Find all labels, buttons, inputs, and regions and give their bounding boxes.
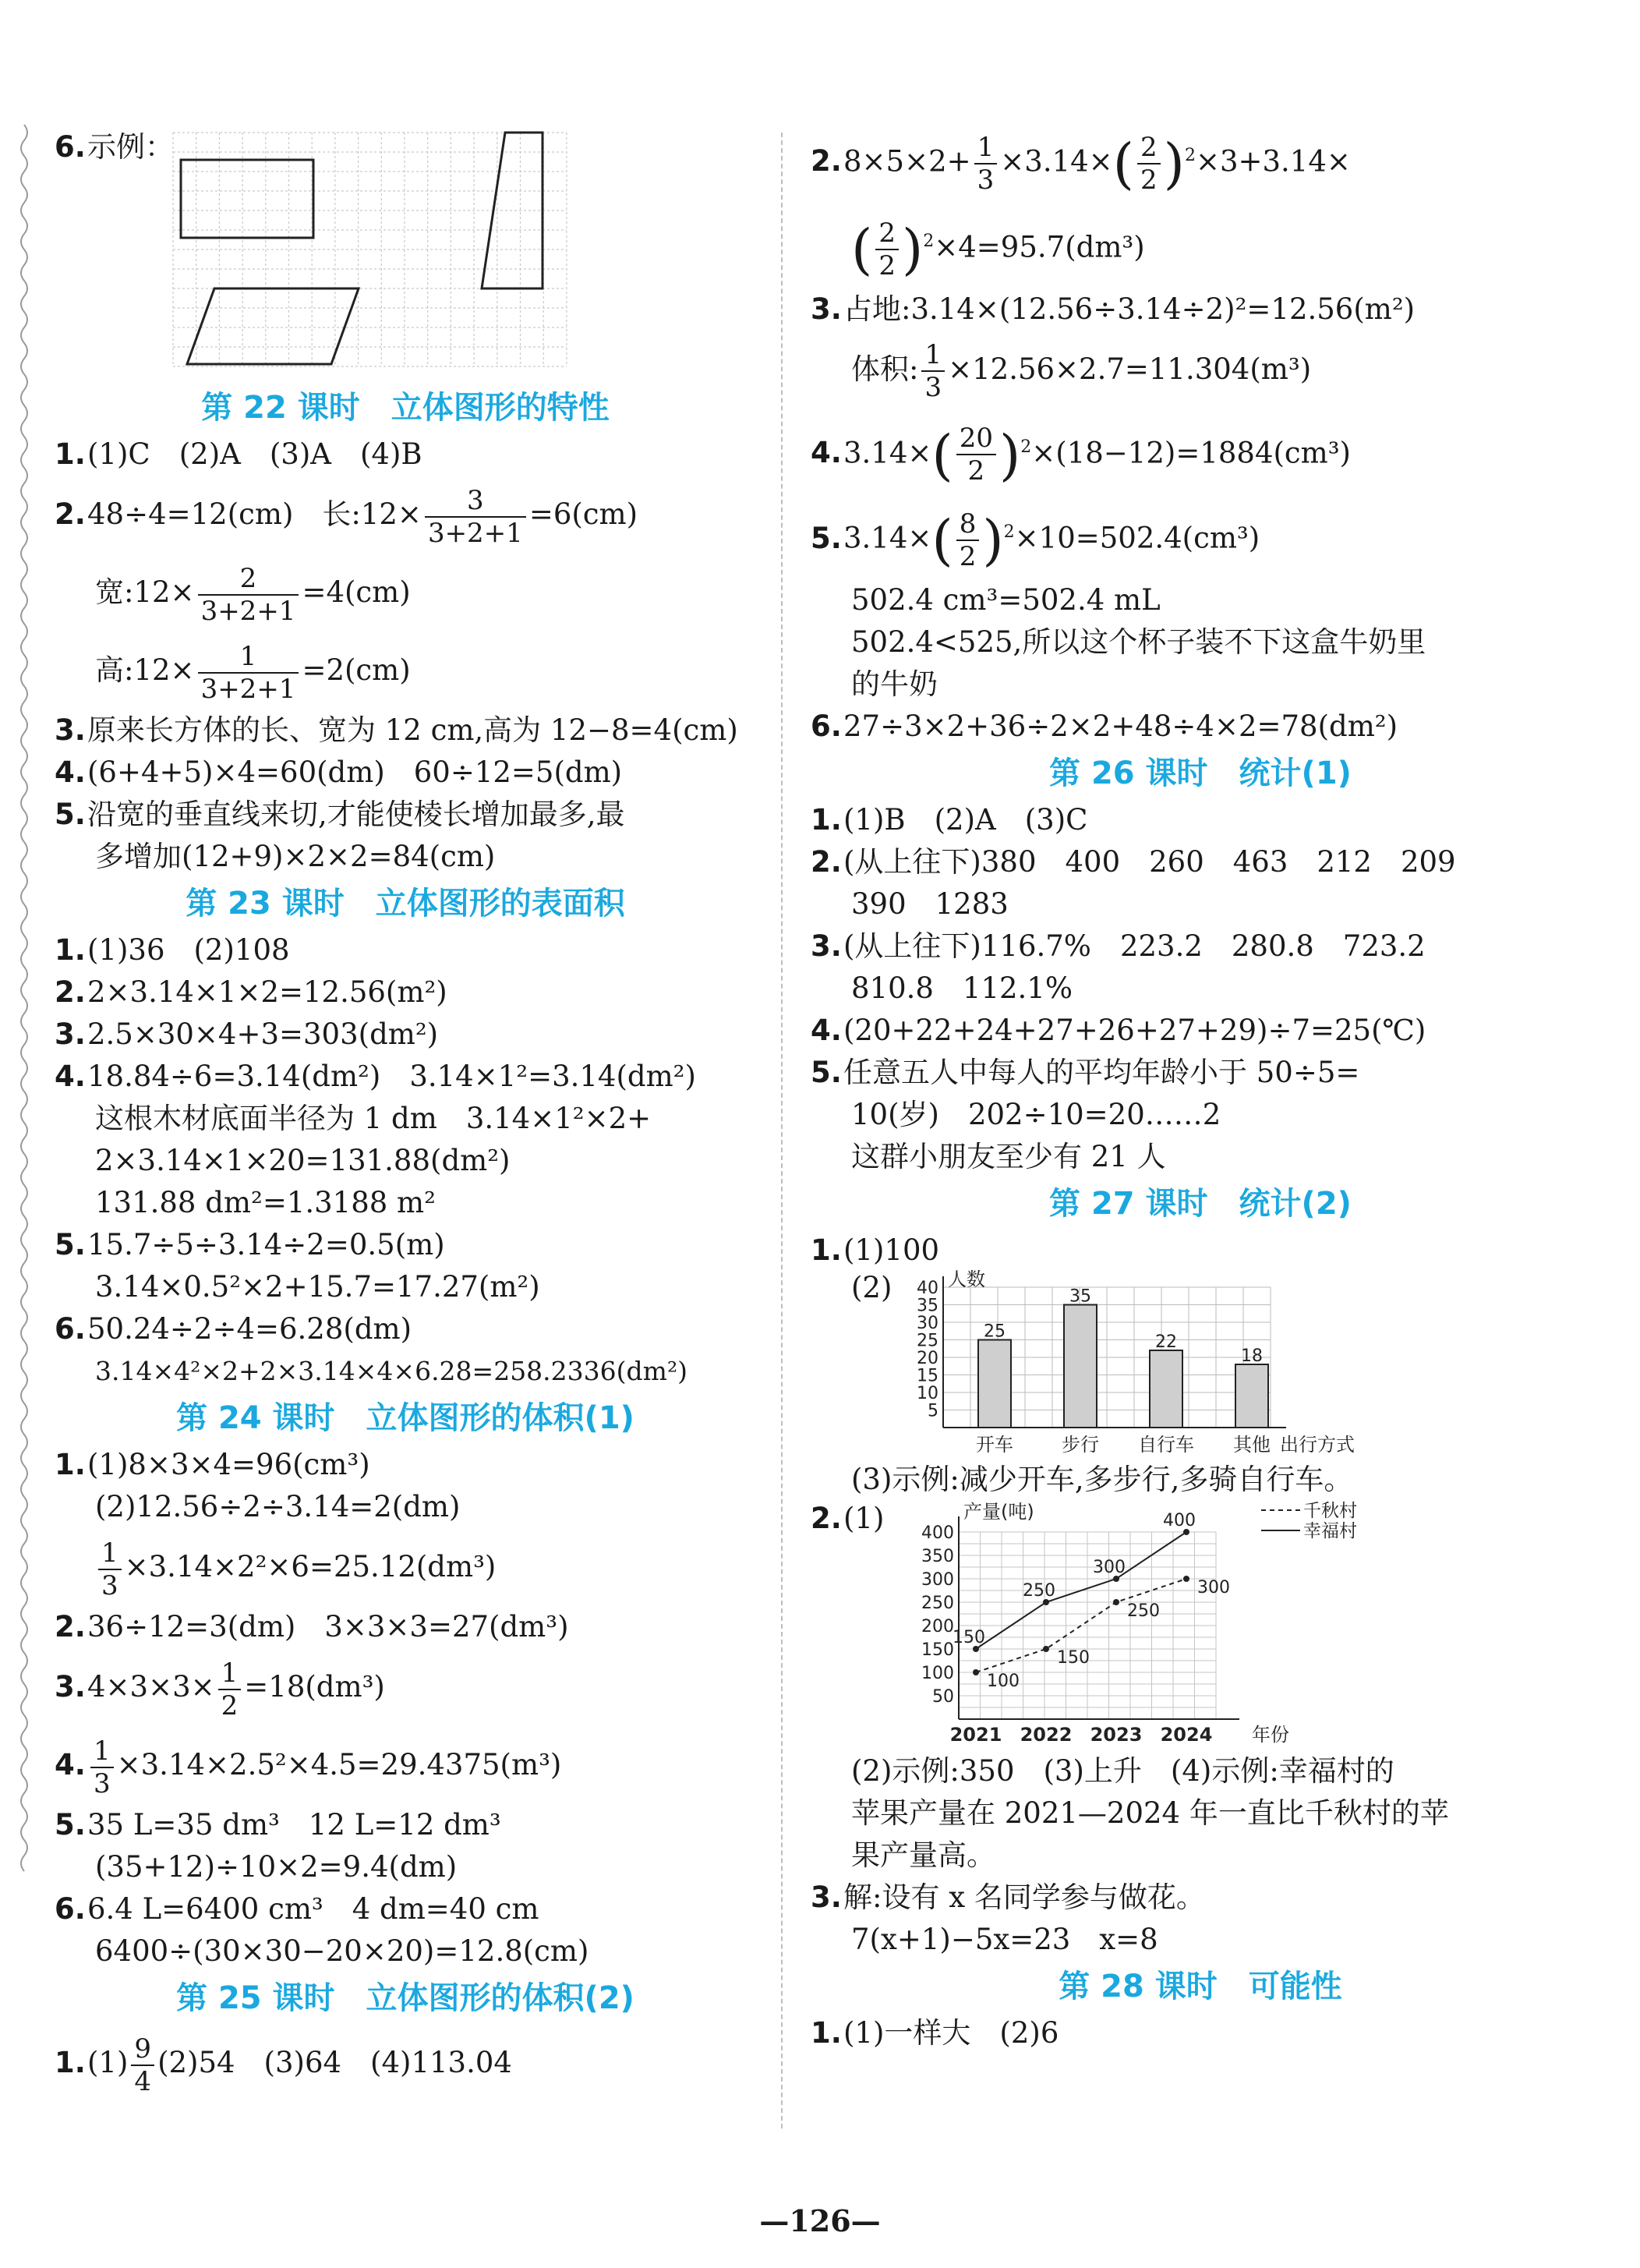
fraction-num: 1 [924,339,942,371]
answer-25-5a: 3.14× [843,521,932,555]
fraction [875,218,899,281]
answer-23-4b: 这根木材底面半径为 1 dm 3.14×1²×2+ [95,1102,652,1135]
fraction-num: 20 [959,423,993,455]
left-paren: ( [931,508,953,573]
answer-27-2b: (2)示例:350 (3)上升 (4)示例:幸福村的 [851,1754,1394,1789]
page-number: —126— [759,2203,881,2238]
x-tick-label: 2021 [949,1724,1002,1746]
question-number: 1. [811,1233,842,1268]
y-tick-label: 300 [921,1570,954,1590]
fraction-num: 1 [101,1537,118,1569]
section-heading-28: 第 28 课时 可能性 [1059,1969,1342,2005]
data-label: 300 [1197,1578,1230,1598]
answer-24-6a: 6.4 L=6400 cm³ 4 dm=40 cm [87,1892,539,1926]
question-number: 6. [811,709,842,744]
answer-25-2c: ×3+3.14× [1195,144,1351,179]
data-label: 250 [1127,1601,1160,1622]
data-point [973,1669,979,1675]
fraction [98,1537,122,1601]
bar-data-label: 35 [1069,1286,1091,1307]
fraction-num: 1 [221,1657,239,1689]
answer-24-5a: 35 L=35 dm³ 12 L=12 dm³ [87,1808,501,1842]
fraction-num: 2 [878,217,896,249]
answer-22-3: 原来长方体的长、宽为 12 cm,高为 12−8=4(cm) [87,713,738,747]
answer-27-2c: 苹果产量在 2021—2024 年一直比千秋村的苹 [851,1796,1449,1831]
q6-text: 示例： [87,130,174,164]
parallelogram-shape [187,288,359,364]
question-number: 3. [811,929,842,964]
y-tick-label: 150 [921,1640,954,1661]
answer-22-5b: 多增加(12+9)×2×2=84(cm) [95,840,496,873]
y-tick-label: 50 [932,1687,954,1707]
y-tick-label: 250 [921,1594,954,1614]
fraction [956,508,980,572]
left-paren: ( [851,217,873,281]
answer-25-5d: 502.4<525,所以这个杯子装不下这盒牛奶里 [851,625,1426,660]
question-number: 2. [811,1502,842,1536]
right-paren: ) [901,217,924,281]
section-heading-23: 第 23 课时 立体图形的表面积 [186,886,625,922]
answer-22-1: (1)C (2)A (3)A (4)B [87,437,422,471]
x-tick-label: 自行车 [1138,1434,1194,1456]
section-heading-24: 第 24 课时 立体图形的体积(1) [176,1400,634,1436]
question-number: 1. [55,1448,86,1481]
answer-27-1a: (1)100 [843,1233,940,1268]
data-point [1183,1576,1189,1582]
y-tick-label: 25 [917,1331,938,1351]
answer-24-1c: ×3.14×2²×6=25.12(dm³) [124,1550,497,1583]
left-paren: ( [931,423,953,487]
right-paren: ) [1163,131,1185,196]
answer-23-1: (1)36 (2)108 [87,933,290,967]
legend-label: 千秋村 [1303,1501,1357,1522]
answer-27-2a: (1) [843,1502,885,1536]
exponent: 2 [923,231,935,251]
fraction [218,1658,242,1721]
x-axis-label: 年份 [1252,1724,1289,1746]
y-tick-label: 400 [921,1523,954,1544]
answer-23-4c: 2×3.14×1×20=131.88(dm²) [95,1144,511,1177]
answer-24-5b: (35+12)÷10×2=9.4(dm) [95,1850,458,1884]
section-heading-26: 第 26 课时 统计(1) [1049,755,1352,792]
question-number: 1. [55,933,86,967]
answer-22-2a: 48÷4=12(cm) 长:12× [87,497,422,531]
fraction-den: 2 [1137,163,1161,196]
right-paren: ) [998,423,1021,487]
data-point [1043,1646,1049,1652]
fraction-num: 9 [134,2033,152,2065]
bar [1235,1364,1268,1428]
fraction [974,132,998,196]
fraction-num: 8 [959,508,977,540]
answer-22-5a: 沿宽的垂直线来切,才能使棱长增加最多,最 [87,798,625,831]
answer-26-1: (1)B (2)A (3)C [843,803,1088,837]
answer-25-2d: ×4=95.7(dm³) [934,230,1145,264]
answer-22-2b: =6(cm) [528,497,638,531]
question-number: 2. [55,1610,86,1644]
question-number: 1. [811,2016,842,2050]
answer-26-5b: 10(岁) 202÷10=20……2 [851,1098,1221,1132]
x-tick-label: 2022 [1020,1724,1073,1746]
answer-23-5a: 15.7÷5÷3.14÷2=0.5(m) [87,1228,445,1261]
answer-24-4: ×3.14×2.5²×4.5=29.4375(m³) [116,1748,562,1781]
answer-25-2b: ×3.14× [1000,144,1113,179]
section-heading-27: 第 27 课时 统计(2) [1049,1186,1352,1222]
answer-26-2a: (从上往下)380 400 260 463 212 209 [843,845,1456,879]
question-number: 4. [55,755,86,789]
answer-23-3: 2.5×30×4+3=303(dm²) [87,1017,439,1051]
x-tick-label: 2023 [1090,1724,1143,1746]
answer-25-3a: 占地:3.14×(12.56÷3.14÷2)²=12.56(m²) [843,292,1416,326]
question-number: 2. [811,144,842,179]
answer-24-2: 36÷12=3(dm) 3×3×3=27(dm³) [87,1610,569,1644]
y-tick-label: 10 [917,1384,938,1404]
y-axis-label: 人数 [948,1268,985,1291]
question-number: 3. [55,713,86,747]
bar-chart [896,1268,1355,1459]
x-tick-label: 其他 [1233,1434,1271,1456]
wavy-margin-line [17,125,31,2152]
fraction-den: 3 [974,163,998,196]
fraction-num: 3 [467,484,484,516]
line-chart [889,1501,1387,1750]
answer-25-6: 27÷3×2+36÷2×2+48÷4×2=78(dm²) [843,709,1398,744]
question-number: 2. [811,845,842,879]
fraction-den: 4 [131,2065,154,2097]
question-number: 1. [55,437,86,471]
line-chart-block [811,1501,1590,1750]
exponent: 2 [1184,146,1196,165]
fraction [921,339,945,403]
fraction [1137,132,1161,196]
question-number: 4. [811,435,842,469]
answer-24-3b: =18(dm³) [244,1670,385,1704]
question-number: 3. [811,1881,842,1915]
question-number: 3. [811,292,842,326]
answer-25-3c: ×12.56×2.7=11.304(m³) [948,352,1312,386]
fraction-den: 2 [875,249,899,281]
section-heading-22: 第 22 课时 立体图形的特性 [201,390,610,426]
answer-27-3a: 解:设有 x 名同学参与做花。 [843,1881,1205,1915]
y-tick-label: 5 [928,1401,938,1421]
answer-23-6b: 3.14×4²×2+2×3.14×4×6.28=258.2336(dm²) [95,1356,688,1386]
bar [1064,1305,1097,1428]
question-number: 1. [811,803,842,837]
question-number: 5. [811,1056,842,1090]
fraction [198,563,299,627]
answer-25-5b: ×10=502.4(cm³) [1014,521,1260,555]
fraction-den: 3+2+1 [425,516,526,549]
answer-26-4: (20+22+24+27+26+27+29)÷7=25(℃) [843,1014,1426,1048]
y-tick-label: 20 [917,1349,938,1369]
fraction-num: 2 [1140,131,1158,163]
answer-26-5c: 这群小朋友至少有 21 人 [851,1140,1166,1174]
q6-drawing-block [55,117,756,382]
rectangle-shape [181,160,313,238]
y-tick-label: 40 [917,1279,938,1299]
y-tick-label: 15 [917,1366,938,1386]
answer-26-5a: 任意五人中每人的平均年龄小于 50÷5= [843,1056,1360,1090]
section-heading-25: 第 25 课时 立体图形的体积(2) [176,1980,634,2016]
data-point [1113,1599,1119,1605]
fraction-num: 1 [94,1735,111,1767]
answer-25-1a: (1) [87,2046,129,2079]
question-number: 4. [811,1014,842,1048]
answer-22-4: (6+4+5)×4=60(dm) 60÷12=5(dm) [87,755,623,789]
question-number: 3. [55,1670,86,1704]
exponent: 2 [1003,522,1015,543]
x-tick-label: 2024 [1160,1724,1213,1746]
answer-27-1c: (3)示例:减少开车,多步行,多骑自行车。 [851,1463,1353,1497]
exponent: 2 [1020,437,1032,457]
x-axis-label: 出行方式 [1280,1434,1355,1456]
question-number: 5. [55,1228,86,1261]
answer-22-2f: =2(cm) [302,653,411,687]
bar-data-label: 18 [1241,1346,1263,1367]
y-tick-label: 30 [917,1314,938,1334]
y-tick-label: 200 [921,1617,954,1637]
question-number: 1. [55,2046,86,2079]
answer-22-2d: =4(cm) [302,575,411,609]
fraction-den: 3 [90,1767,114,1799]
question-number: 6. [55,130,86,164]
answer-25-4a: 3.14× [843,435,932,469]
answer-23-2: 2×3.14×1×2=12.56(m²) [87,975,447,1009]
answer-27-3b: 7(x+1)−5x=23 x=8 [851,1923,1158,1957]
answer-25-2a: 8×5×2+ [843,144,971,179]
answer-22-2c: 宽:12× [95,575,195,609]
question-number: 4. [55,1060,86,1093]
answer-26-3b: 810.8 112.1% [851,971,1073,1006]
fraction [425,485,526,549]
fraction-den: 3+2+1 [198,594,299,627]
fraction [956,423,996,487]
y-tick-label: 350 [921,1547,954,1567]
answer-26-3a: (从上往下)116.7% 223.2 280.8 723.2 [843,929,1426,964]
x-tick-label: 步行 [1062,1434,1099,1456]
fraction-den: 3 [921,370,945,403]
fraction-den: 3+2+1 [198,672,299,705]
question-number: 5. [55,798,86,831]
question-number: 6. [55,1312,86,1346]
y-axis-label: 产量(吨) [963,1501,1034,1523]
fraction-num: 2 [239,562,257,594]
answer-24-1b: (2)12.56÷2÷3.14=2(dm) [95,1490,461,1523]
grid-drawing [171,133,569,382]
x-tick-label: 开车 [976,1434,1013,1456]
bar-data-label: 22 [1155,1332,1177,1353]
question-number: 2. [55,975,86,1009]
bar [1150,1350,1182,1428]
answer-24-6b: 6400÷(30×30−20×20)=12.8(cm) [95,1934,589,1968]
bar-data-label: 25 [984,1322,1006,1342]
q6-label [55,126,174,168]
answer-25-4b: ×(18−12)=1884(cm³) [1031,435,1351,469]
answer-28-1: (1)一样大 (2)6 [843,2016,1059,2050]
fraction [198,641,299,705]
data-label: 150 [1057,1648,1090,1668]
fraction-den: 2 [956,454,996,487]
answer-26-2b: 390 1283 [851,887,1009,922]
answer-27-1b: (2) [851,1271,892,1305]
answer-24-3a: 4×3×3× [87,1670,215,1704]
question-number: 2. [55,497,86,531]
question-number: 5. [811,521,842,555]
legend-label: 幸福村 [1303,1521,1357,1542]
question-number: 3. [55,1017,86,1051]
answer-25-5e: 的牛奶 [851,667,938,702]
question-number: 6. [55,1892,86,1926]
answer-25-5c: 502.4 cm³=502.4 mL [851,583,1161,617]
data-label: 150 [953,1628,985,1648]
fraction-num: 1 [239,640,257,672]
data-label: 100 [987,1672,1020,1692]
left-column [55,117,756,2102]
answer-23-4a: 18.84÷6=3.14(dm²) 3.14×1²=3.14(dm²) [87,1060,696,1093]
data-label: 250 [1023,1581,1055,1601]
answer-25-1b: (2)54 (3)64 (4)113.04 [157,2046,512,2079]
fraction-den: 2 [218,1689,242,1721]
fraction-den: 2 [956,540,980,572]
answer-27-2d: 果产量高。 [851,1838,995,1873]
data-label: 300 [1093,1558,1126,1578]
answer-22-2e: 高:12× [95,653,195,687]
question-number: 4. [55,1748,86,1781]
answer-23-6a: 50.24÷2÷4=6.28(dm) [87,1312,412,1346]
fraction [131,2033,154,2097]
question-number: 5. [55,1808,86,1842]
fraction-den: 3 [98,1569,122,1601]
answer-23-4d: 131.88 dm²=1.3188 m² [95,1186,436,1219]
y-tick-label: 100 [921,1664,954,1684]
data-label: 400 [1163,1511,1196,1531]
answer-24-1a: (1)8×3×4=96(cm³) [87,1448,370,1481]
right-column [811,117,1590,2054]
left-paren: ( [1112,131,1134,196]
right-paren: ) [982,508,1004,573]
answer-25-3b: 体积: [851,352,919,386]
y-tick-label: 35 [917,1296,938,1316]
bar [978,1340,1011,1428]
column-divider [781,133,783,2128]
answer-23-5b: 3.14×0.5²×2+15.7=17.27(m²) [95,1270,540,1304]
fraction [90,1735,114,1799]
fraction-num: 1 [977,131,995,163]
bar-chart-block [811,1268,1590,1459]
